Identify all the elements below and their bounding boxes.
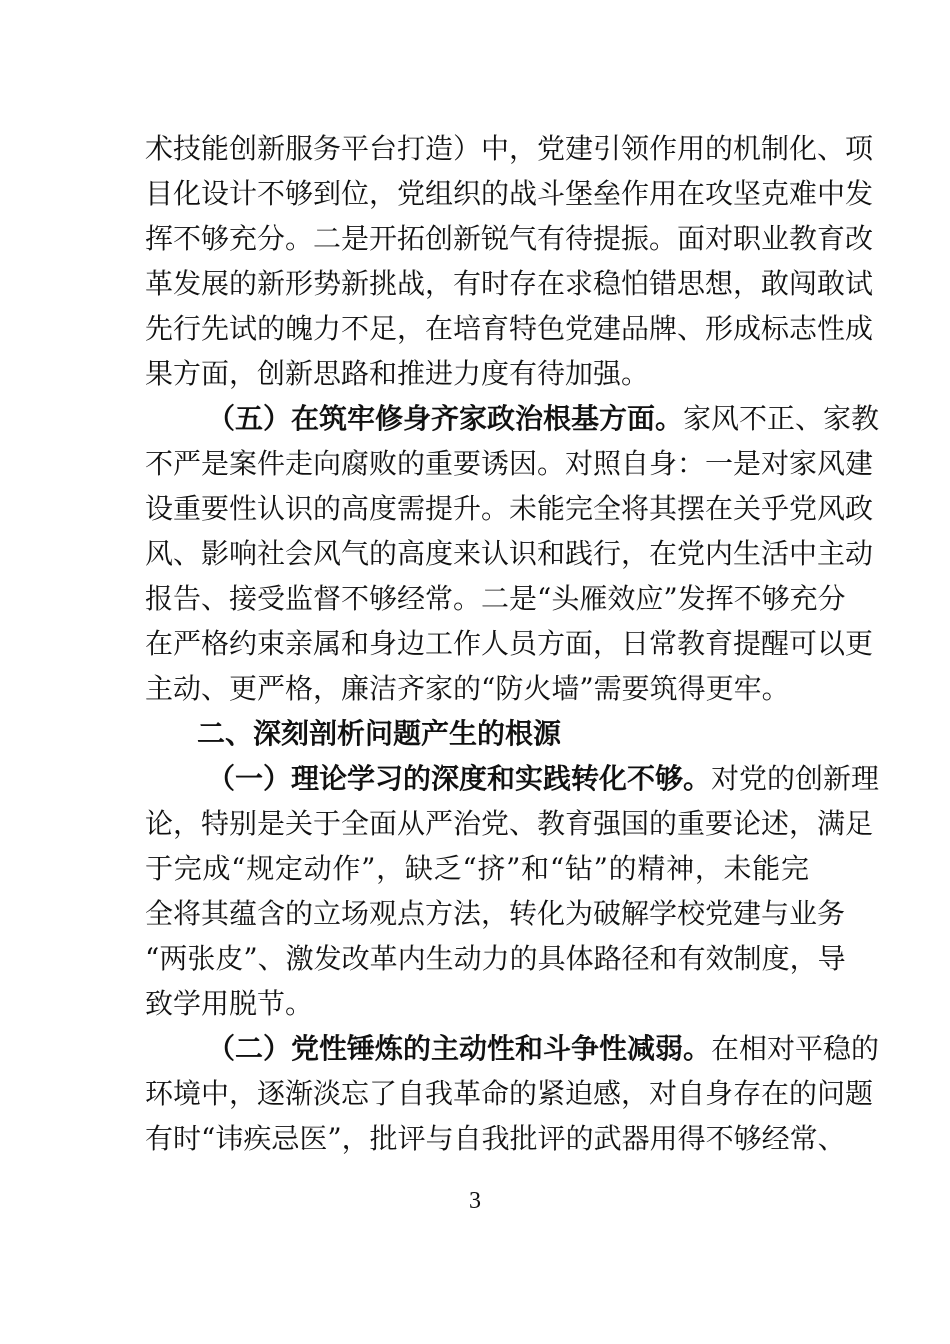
text-line [145, 531, 874, 576]
line-text: 果方面，创新思路和推进力度有待加强。 [145, 357, 650, 390]
line-text: 革发展的新形势新挑战，有时存在求稳怕错思想，敢闯敢试 [145, 267, 874, 300]
line-text: 家风不正、家教 [683, 402, 880, 435]
text-line [145, 1116, 846, 1161]
text-line [145, 801, 874, 846]
line-text: 不严是案件走向腐败的重要诱因。对照自身：一是对家风建 [145, 447, 874, 480]
line-text: 有时“讳疾忌医”，批评与自我批评的武器用得不够经常、 [145, 1122, 846, 1155]
text-line [145, 621, 874, 666]
bold-subheading: （五）在筑牢修身齐家政治根基方面。 [207, 402, 684, 435]
line-text: 风、影响社会风气的高度来认识和践行，在党内生活中主动 [145, 537, 874, 570]
line-text: 于完成“规定动作”，缺乏“挤”和“钻”的精神，未能完 [145, 852, 809, 885]
line-text: 对党的创新理 [711, 762, 880, 795]
text-line [145, 981, 809, 1026]
text-line [145, 171, 874, 216]
text-line [145, 306, 874, 351]
text-line [145, 261, 874, 306]
page-number: 3 [469, 1188, 481, 1214]
text-line [145, 396, 880, 441]
text-line [145, 666, 809, 711]
text-line [145, 576, 846, 621]
text-line [145, 1071, 874, 1116]
line-text: 在严格约束亲属和身边工作人员方面，日常教育提醒可以更 [145, 627, 874, 660]
line-text: 全将其蕴含的立场观点方法，转化为破解学校党建与业务 [145, 897, 846, 930]
line-text: “两张皮”、激发改革内生动力的具体路径和有效制度，导 [145, 942, 846, 975]
text-line [145, 891, 846, 936]
text-line [145, 441, 874, 486]
line-text: 二、深刻剖析问题产生的根源 [197, 717, 562, 750]
text-line [145, 1026, 880, 1071]
line-text: 论，特别是关于全面从严治党、教育强国的重要论述，满足 [145, 807, 874, 840]
line-text: 先行先试的魄力不足，在培育特色党建品牌、形成标志性成 [145, 312, 874, 345]
text-line [145, 486, 874, 531]
text-line [145, 126, 874, 171]
text-line [145, 936, 846, 981]
bold-subheading: （一）理论学习的深度和实践转化不够。 [207, 762, 712, 795]
line-text: 术技能创新服务平台打造）中，党建引领作用的机制化、项 [145, 132, 874, 165]
text-line [145, 846, 809, 891]
bold-subheading: （二）党性锤炼的主动性和斗争性减弱。 [207, 1032, 712, 1065]
line-text: 目化设计不够到位，党组织的战斗堡垒作用在攻坚克难中发 [145, 177, 874, 210]
section-heading [145, 711, 809, 756]
text-line [145, 351, 809, 396]
text-line [145, 216, 874, 261]
line-text: 主动、更严格，廉洁齐家的“防火墙”需要筑得更牢。 [145, 672, 790, 705]
document-body [145, 126, 880, 1161]
text-line [145, 756, 880, 801]
line-text: 设重要性认识的高度需提升。未能完全将其摆在关乎党风政 [145, 492, 874, 525]
line-text: 报告、接受监督不够经常。二是“头雁效应”发挥不够充分 [145, 582, 846, 615]
line-text: 致学用脱节。 [145, 987, 314, 1020]
line-text: 环境中，逐渐淡忘了自我革命的紧迫感，对自身存在的问题 [145, 1077, 874, 1110]
line-text: 挥不够充分。二是开拓创新锐气有待提振。面对职业教育改 [145, 222, 874, 255]
line-text: 在相对平稳的 [711, 1032, 880, 1065]
